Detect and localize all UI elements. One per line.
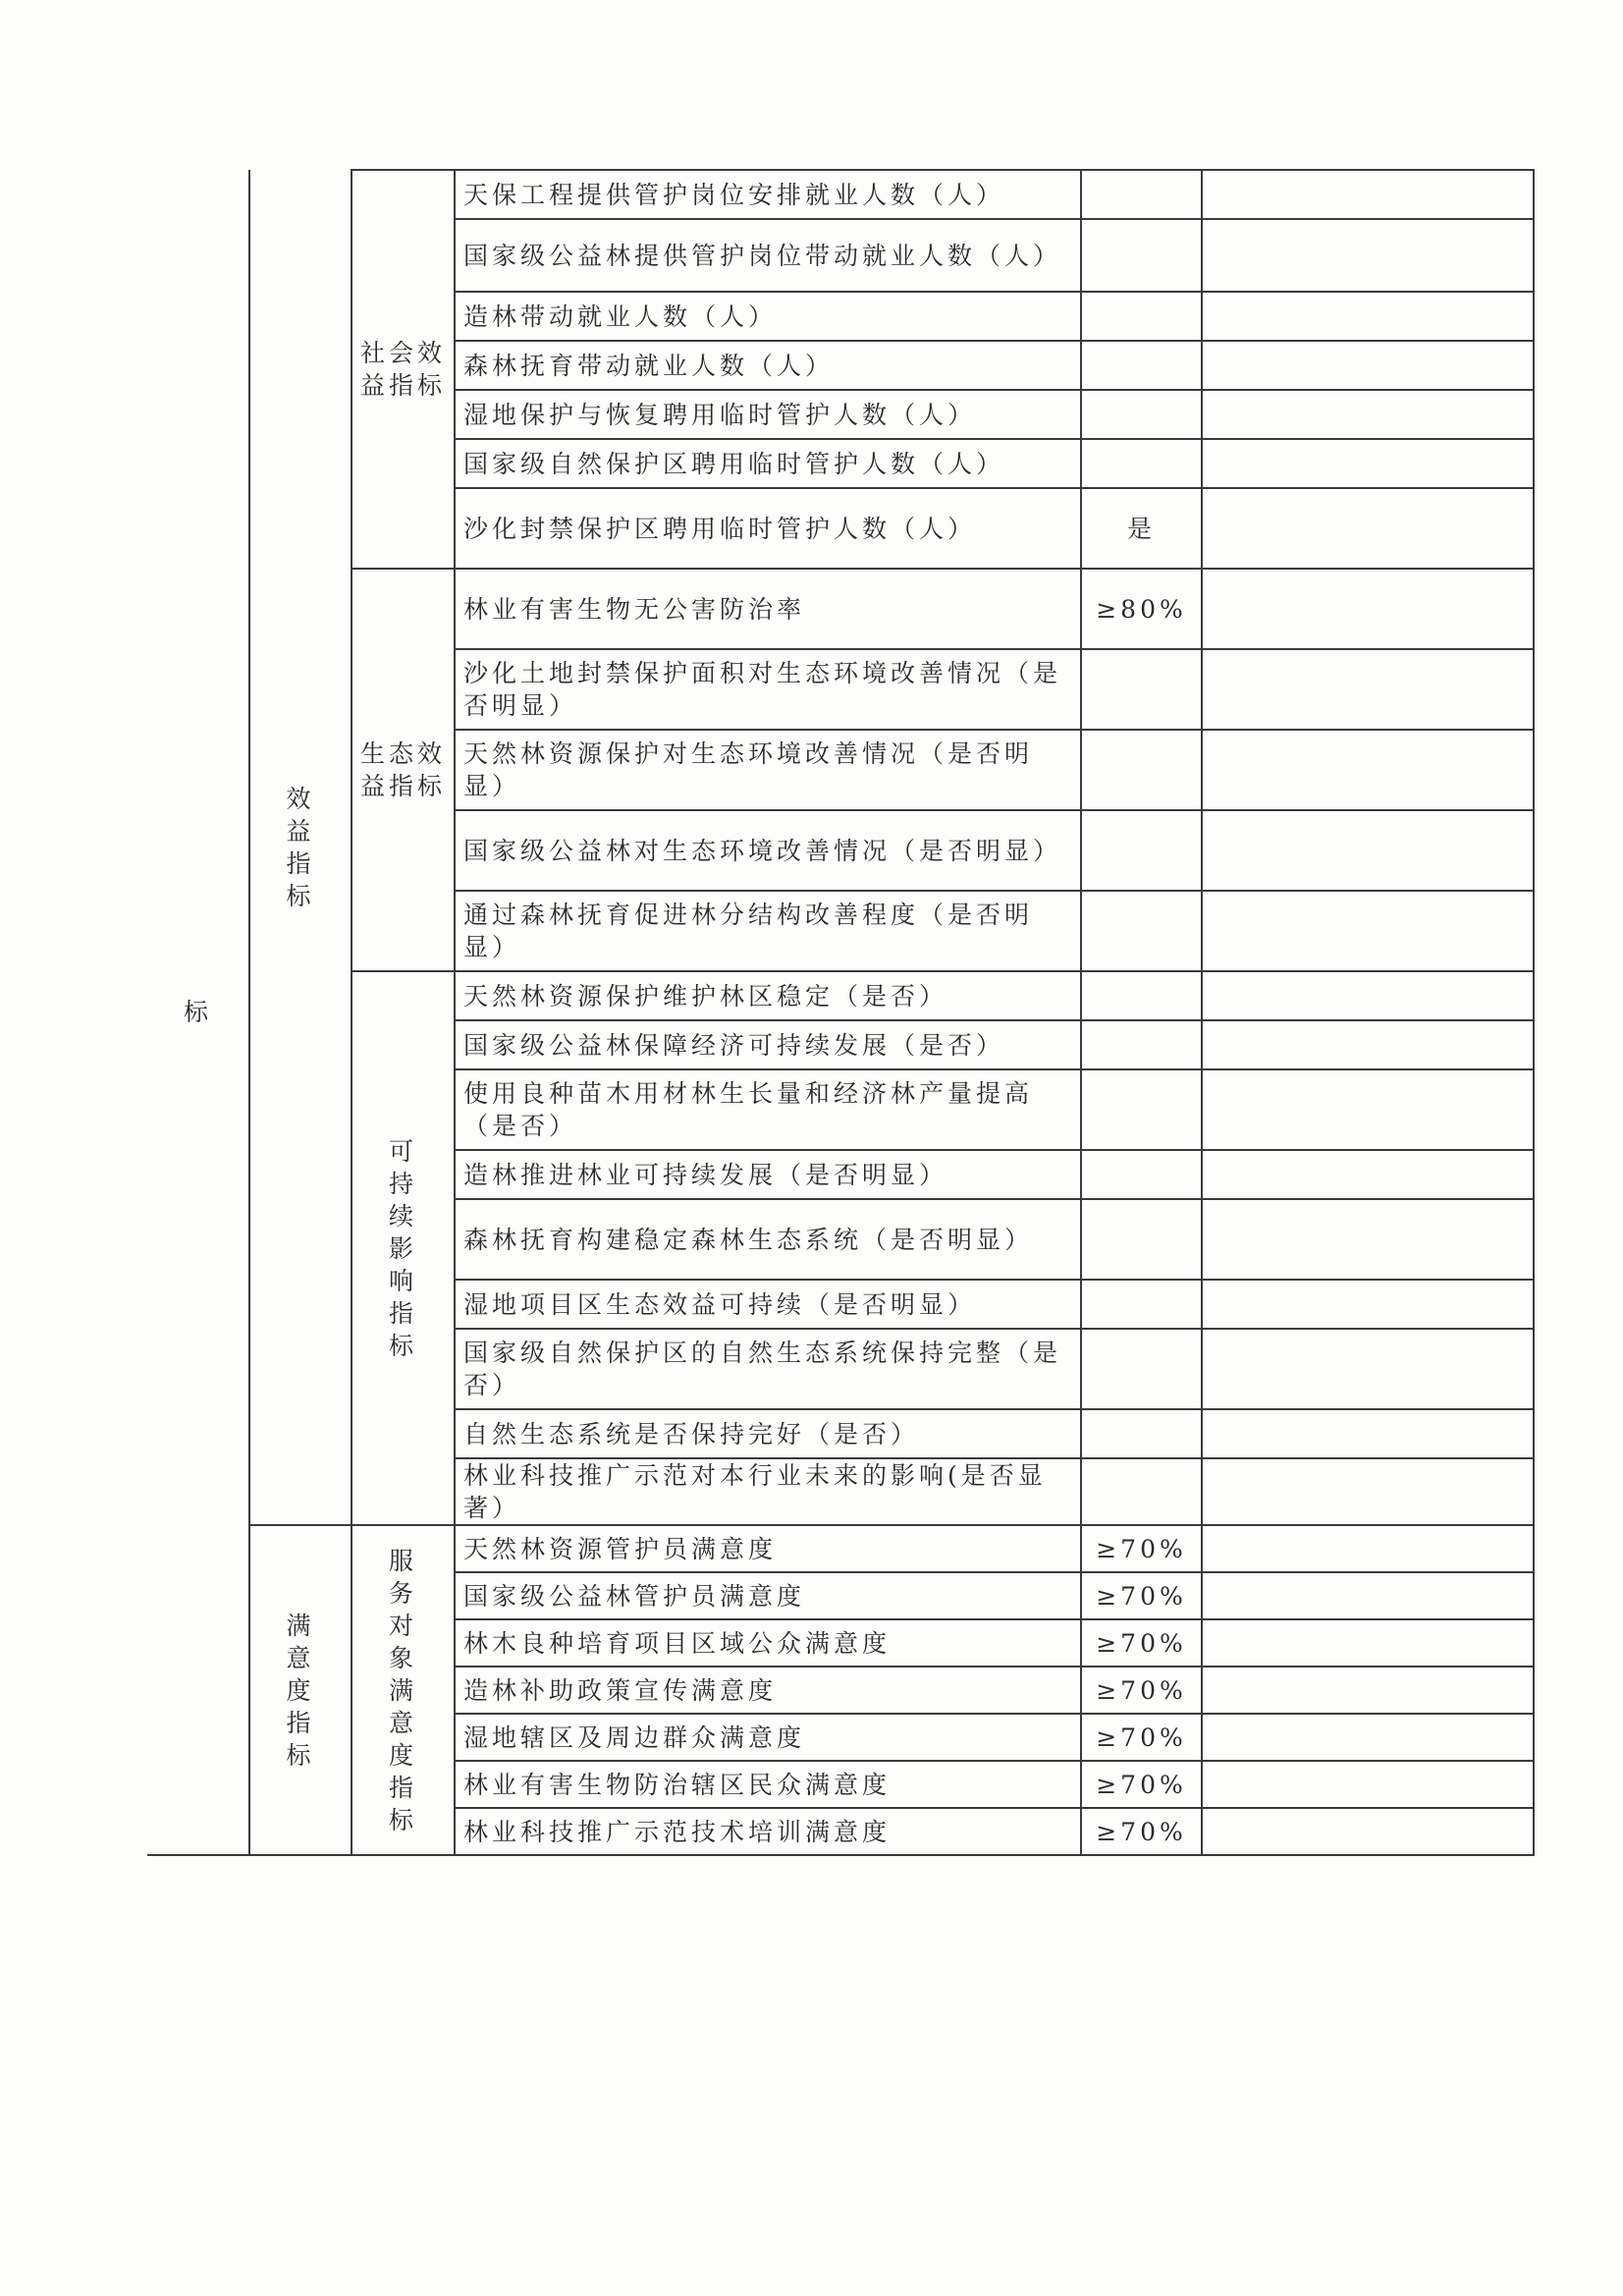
indicator-remark — [1202, 1020, 1534, 1069]
service-label-char: 意 — [388, 1708, 417, 1737]
indicator-value: ≥70% — [1081, 1667, 1202, 1714]
eco-label-line: 益指标 — [360, 772, 447, 800]
indicator-remark — [1202, 1199, 1534, 1280]
indicator-value — [1081, 1020, 1202, 1069]
indicator-value — [1081, 170, 1202, 219]
satisfaction-label-char: 意 — [286, 1643, 315, 1672]
indicator-remark — [1202, 1572, 1534, 1619]
indicator-value — [1081, 219, 1202, 292]
indicator-remark — [1202, 1525, 1534, 1572]
indicator-remark — [1202, 569, 1534, 649]
indicator-name: 天保工程提供管护岗位安排就业人数（人） — [455, 170, 1081, 219]
indicator-value — [1081, 1329, 1202, 1409]
indicator-remark — [1202, 1280, 1534, 1329]
indicator-name: 林业科技推广示范对本行业未来的影响(是否显著） — [455, 1458, 1081, 1525]
indicator-remark — [1202, 1761, 1534, 1808]
service-label-char: 标 — [388, 1805, 417, 1834]
indicator-remark — [1202, 1329, 1534, 1409]
indicator-value: ≥70% — [1081, 1525, 1202, 1572]
indicator-value: 是 — [1081, 488, 1202, 569]
indicator-name: 造林带动就业人数（人） — [455, 292, 1081, 341]
indicator-remark — [1202, 292, 1534, 341]
indicator-remark — [1202, 649, 1534, 730]
satisfaction-indicator-cell — [249, 1525, 352, 1855]
indicator-value — [1081, 1458, 1202, 1525]
indicator-remark — [1202, 1808, 1534, 1855]
benefit-label-char: 指 — [286, 848, 315, 878]
indicator-name: 湿地辖区及周边群众满意度 — [455, 1714, 1081, 1761]
indicator-value — [1081, 1069, 1202, 1150]
indicator-name: 森林抚育带动就业人数（人） — [455, 341, 1081, 390]
sustain-label-char: 持 — [388, 1169, 417, 1198]
indicator-value — [1081, 649, 1202, 730]
indicator-remark — [1202, 1069, 1534, 1150]
benefit-label-char: 效 — [286, 784, 315, 813]
indicator-value — [1081, 730, 1202, 810]
indicator-name: 林业有害生物无公害防治率 — [455, 569, 1081, 649]
indicator-name: 国家级自然保护区聘用临时管护人数（人） — [455, 439, 1081, 488]
indicator-remark — [1202, 488, 1534, 569]
indicator-value — [1081, 1150, 1202, 1199]
indicator-value — [1081, 341, 1202, 390]
satisfaction-label-char: 度 — [286, 1675, 315, 1705]
indicator-value: ≥80% — [1081, 569, 1202, 649]
table-row — [147, 971, 1534, 1020]
indicator-value — [1081, 292, 1202, 341]
indicator-name: 湿地保护与恢复聘用临时管护人数（人） — [455, 390, 1081, 439]
indicator-value: ≥70% — [1081, 1572, 1202, 1619]
indicator-value: ≥70% — [1081, 1761, 1202, 1808]
tier1-label: 标 — [183, 998, 212, 1026]
indicator-remark — [1202, 1667, 1534, 1714]
table-row — [147, 170, 1534, 219]
satisfaction-label-char: 指 — [286, 1708, 315, 1737]
eco-label-line: 生态效 — [360, 739, 447, 768]
service-label-char: 象 — [388, 1643, 417, 1672]
indicator-name: 林业科技推广示范技术培训满意度 — [455, 1808, 1081, 1855]
indicator-remark — [1202, 341, 1534, 390]
indicator-value: ≥70% — [1081, 1714, 1202, 1761]
social-label-line: 益指标 — [360, 371, 447, 400]
indicator-name: 天然林资源保护维护林区稳定（是否） — [455, 971, 1081, 1020]
indicator-name: 林木良种培育项目区域公众满意度 — [455, 1619, 1081, 1667]
indicator-remark — [1202, 810, 1534, 891]
indicator-remark — [1202, 1150, 1534, 1199]
benefit-label-char: 益 — [286, 816, 315, 846]
indicator-name: 国家级自然保护区的自然生态系统保持完整（是否） — [455, 1329, 1081, 1409]
service-satisfaction-cell — [352, 1525, 455, 1855]
service-label-char: 度 — [388, 1740, 417, 1770]
sustain-label-char: 响 — [388, 1266, 417, 1295]
eco-benefit-cell — [352, 569, 455, 971]
indicator-name: 森林抚育构建稳定森林生态系统（是否明显） — [455, 1199, 1081, 1280]
indicator-remark — [1202, 219, 1534, 292]
indicator-value — [1081, 1199, 1202, 1280]
indicator-value — [1081, 971, 1202, 1020]
social-label-line: 社会效 — [360, 339, 447, 367]
service-label-char: 对 — [388, 1611, 417, 1640]
indicator-remark — [1202, 730, 1534, 810]
benefit-label-char: 标 — [286, 881, 315, 910]
indicator-name: 天然林资源保护对生态环境改善情况（是否明显） — [455, 730, 1081, 810]
tier1-label-cell — [147, 170, 249, 1855]
indicator-name: 湿地项目区生态效益可持续（是否明显） — [455, 1280, 1081, 1329]
benefit-indicator-cell — [249, 170, 352, 1525]
indicator-remark — [1202, 1458, 1534, 1525]
social-benefit-cell — [352, 170, 455, 569]
indicator-value — [1081, 439, 1202, 488]
indicator-value — [1081, 1409, 1202, 1458]
indicator-name: 国家级公益林对生态环境改善情况（是否明显） — [455, 810, 1081, 891]
indicator-name: 国家级公益林保障经济可持续发展（是否） — [455, 1020, 1081, 1069]
indicator-remark — [1202, 390, 1534, 439]
satisfaction-label-char: 满 — [286, 1611, 315, 1640]
indicator-value — [1081, 1280, 1202, 1329]
performance-indicator-table — [147, 169, 1535, 1856]
indicator-name: 通过森林抚育促进林分结构改善程度（是否明显） — [455, 891, 1081, 971]
sustain-label-char: 续 — [388, 1201, 417, 1230]
indicator-remark — [1202, 1714, 1534, 1761]
table-row — [147, 1525, 1534, 1572]
service-label-char: 务 — [388, 1578, 417, 1608]
indicator-value — [1081, 810, 1202, 891]
indicator-name: 自然生态系统是否保持完好（是否） — [455, 1409, 1081, 1458]
indicator-remark — [1202, 891, 1534, 971]
indicator-name: 造林补助政策宣传满意度 — [455, 1667, 1081, 1714]
sustain-label-char: 指 — [388, 1298, 417, 1328]
indicator-name: 国家级公益林提供管护岗位带动就业人数（人） — [455, 219, 1081, 292]
indicator-remark — [1202, 971, 1534, 1020]
indicator-value: ≥70% — [1081, 1619, 1202, 1667]
satisfaction-label-char: 标 — [286, 1740, 315, 1770]
indicator-name: 天然林资源管护员满意度 — [455, 1525, 1081, 1572]
indicator-remark — [1202, 1409, 1534, 1458]
table-row — [147, 569, 1534, 649]
indicator-value: ≥70% — [1081, 1808, 1202, 1855]
indicator-name: 国家级公益林管护员满意度 — [455, 1572, 1081, 1619]
service-label-char: 满 — [388, 1675, 417, 1705]
indicator-name: 沙化封禁保护区聘用临时管护人数（人） — [455, 488, 1081, 569]
indicator-name: 使用良种苗木用材林生长量和经济林产量提高（是否） — [455, 1069, 1081, 1150]
sustain-label-char: 影 — [388, 1233, 417, 1263]
indicator-name: 林业有害生物防治辖区民众满意度 — [455, 1761, 1081, 1808]
indicator-name: 沙化土地封禁保护面积对生态环境改善情况（是否明显） — [455, 649, 1081, 730]
service-label-char: 指 — [388, 1773, 417, 1802]
indicator-value — [1081, 390, 1202, 439]
indicator-remark — [1202, 439, 1534, 488]
sustain-label-char: 可 — [388, 1136, 417, 1166]
service-label-char: 服 — [388, 1546, 417, 1575]
sustain-label-char: 标 — [388, 1331, 417, 1360]
indicator-value — [1081, 891, 1202, 971]
sustain-impact-cell — [352, 971, 455, 1525]
indicator-name: 造林推进林业可持续发展（是否明显） — [455, 1150, 1081, 1199]
indicator-remark — [1202, 1619, 1534, 1667]
indicator-remark — [1202, 170, 1534, 219]
